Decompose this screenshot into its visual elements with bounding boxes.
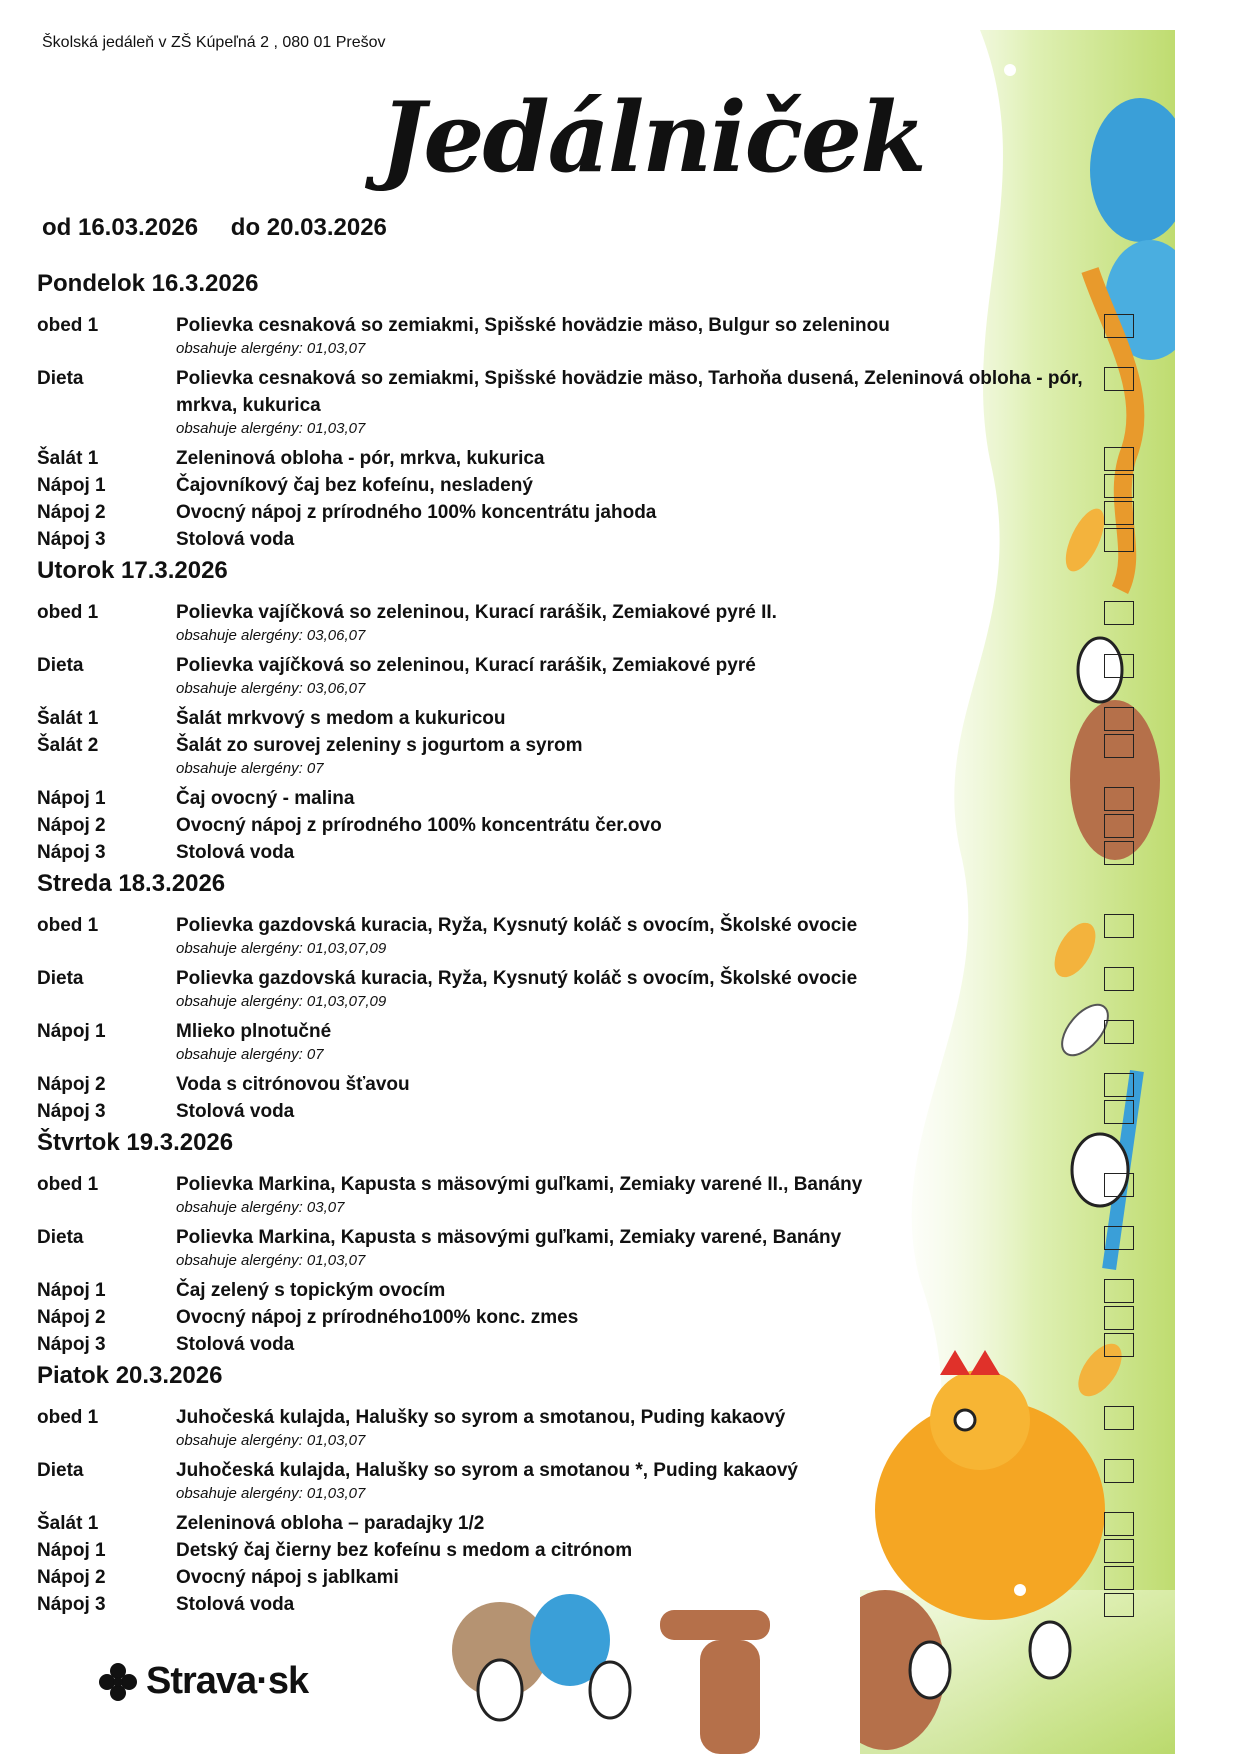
menu-category: Nápoj 1 (37, 1021, 106, 1042)
dish-name: Polievka Markina, Kapusta s mäsovými guľkami, Zemiaky varené II., Banány (176, 1174, 863, 1195)
dish-name: Zeleninová obloha - pór, mrkva, kukurica (176, 448, 545, 469)
order-checkbox[interactable] (1104, 1459, 1134, 1483)
menu-category: Nápoj 2 (37, 1307, 106, 1328)
menu-item (37, 1171, 1137, 1218)
order-checkbox[interactable] (1104, 914, 1134, 938)
menu-item (37, 652, 1137, 699)
order-checkbox[interactable] (1104, 1306, 1134, 1330)
strava-logo-text: Strava·sk (146, 1660, 309, 1702)
menu-item (37, 526, 1137, 553)
order-checkbox[interactable] (1104, 367, 1134, 391)
dish-name: Ovocný nápoj z prírodného 100% koncentrátu čer.ovo (176, 815, 662, 836)
order-checkbox[interactable] (1104, 967, 1134, 991)
menu-category: Nápoj 3 (37, 842, 106, 863)
menu-item (37, 365, 1137, 439)
dish-name: Polievka gazdovská kuracia, Ryža, Kysnutý koláč s ovocím, Školské ovocie (176, 968, 858, 989)
dish-name: Čaj zelený s topickým ovocím (176, 1280, 446, 1301)
order-checkbox[interactable] (1104, 474, 1134, 498)
menu-category: Dieta (37, 1460, 84, 1481)
menu-item-body (176, 599, 1137, 646)
menu-item (37, 1071, 1137, 1098)
menu-item-body (176, 1564, 1137, 1591)
menu-category: Nápoj 1 (37, 475, 106, 496)
menu-item (37, 912, 1137, 959)
menu-item (37, 1018, 1137, 1065)
dish-name: Juhočeská kulajda, Halušky so syrom a smotanou, Puding kakaový (176, 1407, 786, 1428)
allergens-note: obsahuje alergény: 01,03,07 (176, 340, 366, 357)
menu-item-body (176, 785, 1137, 812)
menu-item-body (176, 1331, 1137, 1358)
order-checkbox[interactable] (1104, 1100, 1134, 1124)
menu-category: Nápoj 1 (37, 1280, 106, 1301)
menu-item-body (176, 472, 1137, 499)
dish-name: Polievka cesnaková so zemiakmi, Spišské hovädzie mäso, Bulgur so zeleninou (176, 315, 890, 336)
menu-item-body (176, 1018, 1137, 1065)
menu-category: Dieta (37, 1227, 84, 1248)
menu-item-body (176, 1098, 1137, 1125)
dish-name: Stolová voda (176, 1101, 295, 1122)
order-checkbox[interactable] (1104, 501, 1134, 525)
dish-name: Šalát zo surovej zeleniny s jogurtom a syrom (176, 735, 583, 756)
day-heading: Streda 18.3.2026 (37, 870, 226, 897)
dish-name: Polievka vajíčková so zeleninou, Kurací rarášik, Zemiakové pyré II. (176, 602, 777, 623)
school-header: Školská jedáleň v ZŠ Kúpeľná 2 , 080 01 Prešov (42, 34, 386, 51)
allergens-note: obsahuje alergény: 07 (176, 1046, 324, 1063)
allergens-note: obsahuje alergény: 01,03,07 (176, 1485, 366, 1502)
dish-name: Čajovníkový čaj bez kofeínu, nesladený (176, 475, 533, 496)
menu-item (37, 1224, 1137, 1271)
menu-category: Nápoj 2 (37, 502, 106, 523)
allergens-note: obsahuje alergény: 01,03,07,09 (176, 940, 387, 957)
menu-item-body (176, 839, 1137, 866)
menu-category: Šalát 1 (37, 708, 99, 729)
allergens-note: obsahuje alergény: 03,07 (176, 1199, 345, 1216)
menu-item (37, 472, 1137, 499)
menu-category: Nápoj 1 (37, 1540, 106, 1561)
menu-category: Šalát 2 (37, 735, 99, 756)
dish-name: Stolová voda (176, 529, 295, 550)
menu-category: Nápoj 2 (37, 815, 106, 836)
date-range (42, 214, 413, 242)
order-checkbox[interactable] (1104, 654, 1134, 678)
allergens-note: obsahuje alergény: 01,03,07 (176, 420, 366, 437)
menu-item (37, 1304, 1137, 1331)
day-heading: Štvrtok 19.3.2026 (37, 1129, 234, 1156)
page-title: Jedálniček (380, 81, 925, 194)
menu-item (37, 445, 1137, 472)
menu-item-body (176, 526, 1137, 553)
menu-item-body (176, 312, 1137, 359)
allergens-note: obsahuje alergény: 01,03,07,09 (176, 993, 387, 1010)
dish-name: Polievka vajíčková so zeleninou, Kurací rarášik, Zemiakové pyré (176, 655, 756, 676)
menu-category: Nápoj 2 (37, 1074, 106, 1095)
menu-item-body (176, 1171, 1137, 1218)
menu-item-body (176, 965, 1137, 1012)
menu-category: Nápoj 3 (37, 1101, 106, 1122)
day-heading: Pondelok 16.3.2026 (37, 270, 259, 297)
menu-item (37, 1564, 1137, 1591)
menu-item-body (176, 1224, 1137, 1271)
order-checkbox[interactable] (1104, 314, 1134, 338)
menu-item-body (176, 652, 1137, 699)
menu-item-body (176, 812, 1137, 839)
menu-item-body (176, 705, 1137, 732)
order-checkbox[interactable] (1104, 528, 1134, 552)
menu-item (37, 705, 1137, 732)
allergens-note: obsahuje alergény: 03,06,07 (176, 627, 366, 644)
date-from: od 16.03.2026 (42, 214, 199, 241)
menu-item-body (176, 732, 1137, 779)
menu-category: obed 1 (37, 915, 99, 936)
dish-name: Stolová voda (176, 1594, 295, 1615)
menu-category: Šalát 1 (37, 1513, 99, 1534)
dish-name: Detský čaj čierny bez kofeínu s medom a citrónom (176, 1540, 633, 1561)
menu-item-body (176, 1404, 1137, 1451)
order-checkbox[interactable] (1104, 1566, 1134, 1590)
menu-category: obed 1 (37, 1407, 99, 1428)
menu-category: obed 1 (37, 1174, 99, 1195)
order-checkbox[interactable] (1104, 1593, 1134, 1617)
strava-logo (98, 1660, 308, 1703)
order-checkbox[interactable] (1104, 1279, 1134, 1303)
menu-category: Nápoj 2 (37, 1567, 106, 1588)
order-checkbox[interactable] (1104, 601, 1134, 625)
menu-category: Nápoj 1 (37, 788, 106, 809)
menu-category: obed 1 (37, 602, 99, 623)
menu-category: Nápoj 3 (37, 529, 106, 550)
order-checkbox[interactable] (1104, 1020, 1134, 1044)
dish-name: Čaj ovocný - malina (176, 788, 355, 809)
menu-item (37, 1510, 1137, 1537)
dish-name: Šalát mrkvový s medom a kukuricou (176, 708, 506, 729)
menu-item (37, 785, 1137, 812)
menu-category: obed 1 (37, 315, 99, 336)
dish-name: Stolová voda (176, 842, 295, 863)
menu-category: Dieta (37, 368, 84, 389)
menu-item-body (176, 499, 1137, 526)
menu-category: Nápoj 3 (37, 1334, 106, 1355)
menu-item (37, 812, 1137, 839)
menu-item (37, 1537, 1137, 1564)
menu-category: Dieta (37, 655, 84, 676)
day-heading: Utorok 17.3.2026 (37, 557, 228, 584)
order-checkbox[interactable] (1104, 1512, 1134, 1536)
order-checkbox[interactable] (1104, 1406, 1134, 1430)
order-checkbox[interactable] (1104, 1173, 1134, 1197)
menu-category: Nápoj 3 (37, 1594, 106, 1615)
menu-item (37, 1591, 1137, 1618)
dish-name: Polievka gazdovská kuracia, Ryža, Kysnutý koláč s ovocím, Školské ovocie (176, 915, 858, 936)
menu-item (37, 732, 1137, 779)
menu-item (37, 839, 1137, 866)
order-checkbox[interactable] (1104, 447, 1134, 471)
dish-name: Ovocný nápoj z prírodného100% konc. zmes (176, 1307, 579, 1328)
menu-item-body (176, 1071, 1137, 1098)
menu-item-body (176, 365, 1137, 439)
dish-name: Mlieko plnotučné (176, 1021, 332, 1042)
dish-name: Polievka cesnaková so zemiakmi, Spišské hovädzie mäso, Tarhoňa dusená, Zeleninová obloha - pór, mrkva, kukurica (176, 368, 1083, 416)
dish-name: Zeleninová obloha – paradajky 1/2 (176, 1513, 485, 1534)
menu-item (37, 1098, 1137, 1125)
menu-item-body (176, 1457, 1137, 1504)
menu-item (37, 1277, 1137, 1304)
menu-item (37, 965, 1137, 1012)
menu-item-body (176, 1537, 1137, 1564)
menu-item (37, 312, 1137, 359)
menu-item-body (176, 912, 1137, 959)
menu-category: Dieta (37, 968, 84, 989)
menu-item (37, 1457, 1137, 1504)
order-checkbox[interactable] (1104, 1333, 1134, 1357)
strava-flower-icon (98, 1662, 138, 1702)
menu-category: Šalát 1 (37, 448, 99, 469)
order-checkbox[interactable] (1104, 787, 1134, 811)
dish-name: Ovocný nápoj z prírodného 100% koncentrátu jahoda (176, 502, 657, 523)
day-heading: Piatok 20.3.2026 (37, 1362, 223, 1389)
menu-item (37, 1404, 1137, 1451)
allergens-note: obsahuje alergény: 01,03,07 (176, 1432, 366, 1449)
allergens-note: obsahuje alergény: 03,06,07 (176, 680, 366, 697)
weekly-menu (37, 266, 1137, 1618)
menu-item-body (176, 1277, 1137, 1304)
order-checkbox[interactable] (1104, 841, 1134, 865)
dish-name: Voda s citrónovou šťavou (176, 1074, 410, 1095)
order-checkbox[interactable] (1104, 707, 1134, 731)
menu-item-body (176, 1304, 1137, 1331)
menu-item (37, 1331, 1137, 1358)
dish-name: Ovocný nápoj s jablkami (176, 1567, 399, 1588)
order-checkbox[interactable] (1104, 1073, 1134, 1097)
menu-item (37, 499, 1137, 526)
allergens-note: obsahuje alergény: 07 (176, 760, 324, 777)
page-edge (1175, 0, 1241, 1754)
menu-item (37, 599, 1137, 646)
menu-item-body (176, 445, 1137, 472)
order-checkbox[interactable] (1104, 814, 1134, 838)
dish-name: Juhočeská kulajda, Halušky so syrom a smotanou *, Puding kakaový (176, 1460, 798, 1481)
menu-item-body (176, 1510, 1137, 1537)
order-checkbox[interactable] (1104, 1539, 1134, 1563)
dish-name: Polievka Markina, Kapusta s mäsovými guľkami, Zemiaky varené, Banány (176, 1227, 842, 1248)
date-to: do 20.03.2026 (230, 214, 387, 241)
allergens-note: obsahuje alergény: 01,03,07 (176, 1252, 366, 1269)
order-checkbox[interactable] (1104, 734, 1134, 758)
dish-name: Stolová voda (176, 1334, 295, 1355)
menu-item-body (176, 1591, 1137, 1618)
order-checkbox[interactable] (1104, 1226, 1134, 1250)
